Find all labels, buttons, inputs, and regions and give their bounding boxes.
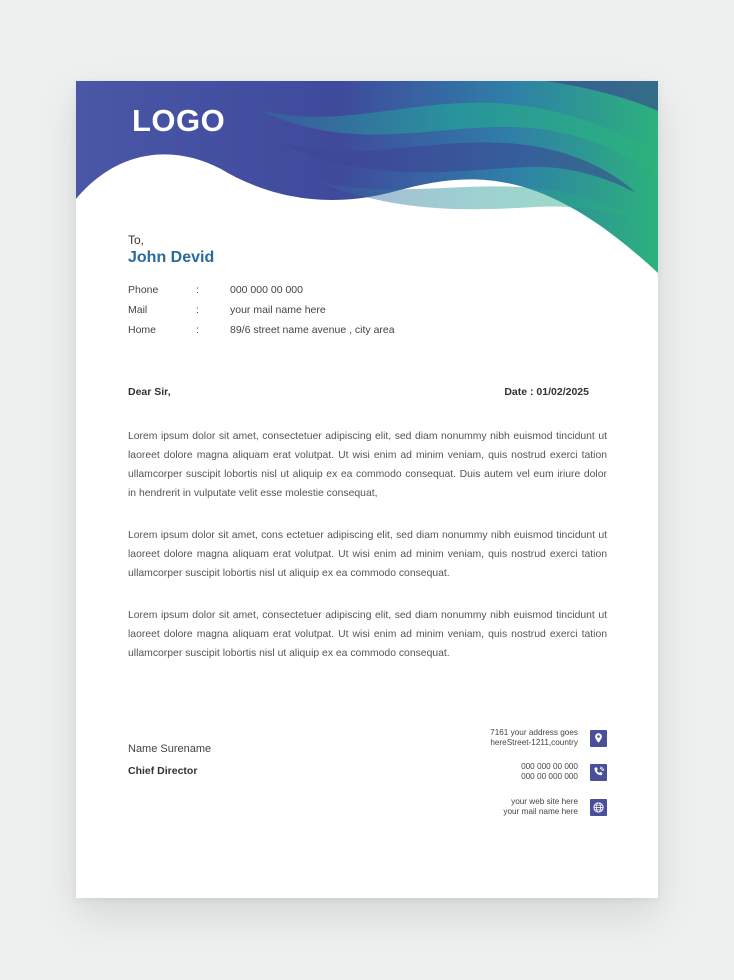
- footer-phone: [387, 762, 607, 786]
- contact-value: 000 000 00 000: [230, 284, 303, 296]
- phone-icon: [590, 764, 607, 781]
- footer-phone-text: [521, 762, 578, 782]
- footer-address-text: [490, 728, 578, 748]
- signature-name: Name Surename: [128, 743, 212, 755]
- location-pin-icon: [590, 730, 607, 747]
- contact-value: 89/6 street name avenue , city area: [230, 324, 395, 336]
- footer-web-line2: your mail name here: [503, 807, 578, 816]
- footer-address-line2: hereStreet-1211,country: [490, 738, 578, 747]
- footer-web-text: [503, 797, 578, 817]
- contact-separator: :: [196, 284, 199, 296]
- footer-web-line1: your web site here: [511, 797, 578, 806]
- contact-label: Home: [128, 324, 157, 336]
- footer-phone-line1: 000 000 00 000: [521, 762, 578, 771]
- to-label: To,: [128, 233, 145, 247]
- contact-separator: :: [196, 324, 199, 336]
- contact-separator: :: [196, 304, 199, 316]
- salutation: Dear Sir,: [128, 386, 171, 398]
- logo-text: LOGO: [132, 103, 226, 138]
- contact-label: Phone: [128, 284, 159, 296]
- footer-address: [387, 728, 607, 752]
- contact-label: Mail: [128, 304, 148, 316]
- footer-phone-line2: 000 00 000 000: [521, 772, 578, 781]
- contact-details: [128, 284, 548, 344]
- contact-value: your mail name here: [230, 304, 326, 316]
- body-paragraph: Lorem ipsum dolor sit amet, consectetuer adipiscing elit, sed diam nonummy nibh euismod tincidunt ut laoreet dolore magna aliquam erat volutpat. Ut wisi enim ad minim veniam, quis nostrud exerci tation ullamcorper suscipit lobortis nisl ut aliquip ex ea commodo consequat.: [128, 610, 607, 659]
- recipient-name: John Devid: [128, 249, 215, 266]
- contact-row-phone: [128, 284, 548, 304]
- letter-date: Date : 01/02/2025: [504, 386, 589, 398]
- globe-icon: [590, 799, 607, 816]
- footer-web: [387, 797, 607, 821]
- footer-address-line1: 7161 your address goes: [490, 728, 578, 737]
- letterhead-page: [76, 81, 658, 898]
- contact-row-mail: [128, 304, 548, 324]
- body-paragraph: Lorem ipsum dolor sit amet, consectetuer adipiscing elit, sed diam nonummy nibh euismod tincidunt ut laoreet dolore magna aliquam erat volutpat. Ut wisi enim ad minim veniam, quis nostrud exerci tation ullamcorper suscipit lobortis nisl ut aliquip ex ea commodo consequat. Duis autem vel eum iriure dolor in hendrerit in vulputate velit esse molestie consequat,: [128, 431, 607, 499]
- contact-row-home: [128, 324, 548, 344]
- signature-title: Chief Director: [128, 765, 198, 777]
- body-paragraph: Lorem ipsum dolor sit amet, cons ectetuer adipiscing elit, sed diam nonummy nibh euismod tincidunt ut laoreet dolore magna aliquam erat volutpat. Ut wisi enim ad minim veniam, quis nostrud exerci tation ullamcorper suscipit lobortis nisl ut aliquip ex ea commodo consequat.: [128, 530, 607, 579]
